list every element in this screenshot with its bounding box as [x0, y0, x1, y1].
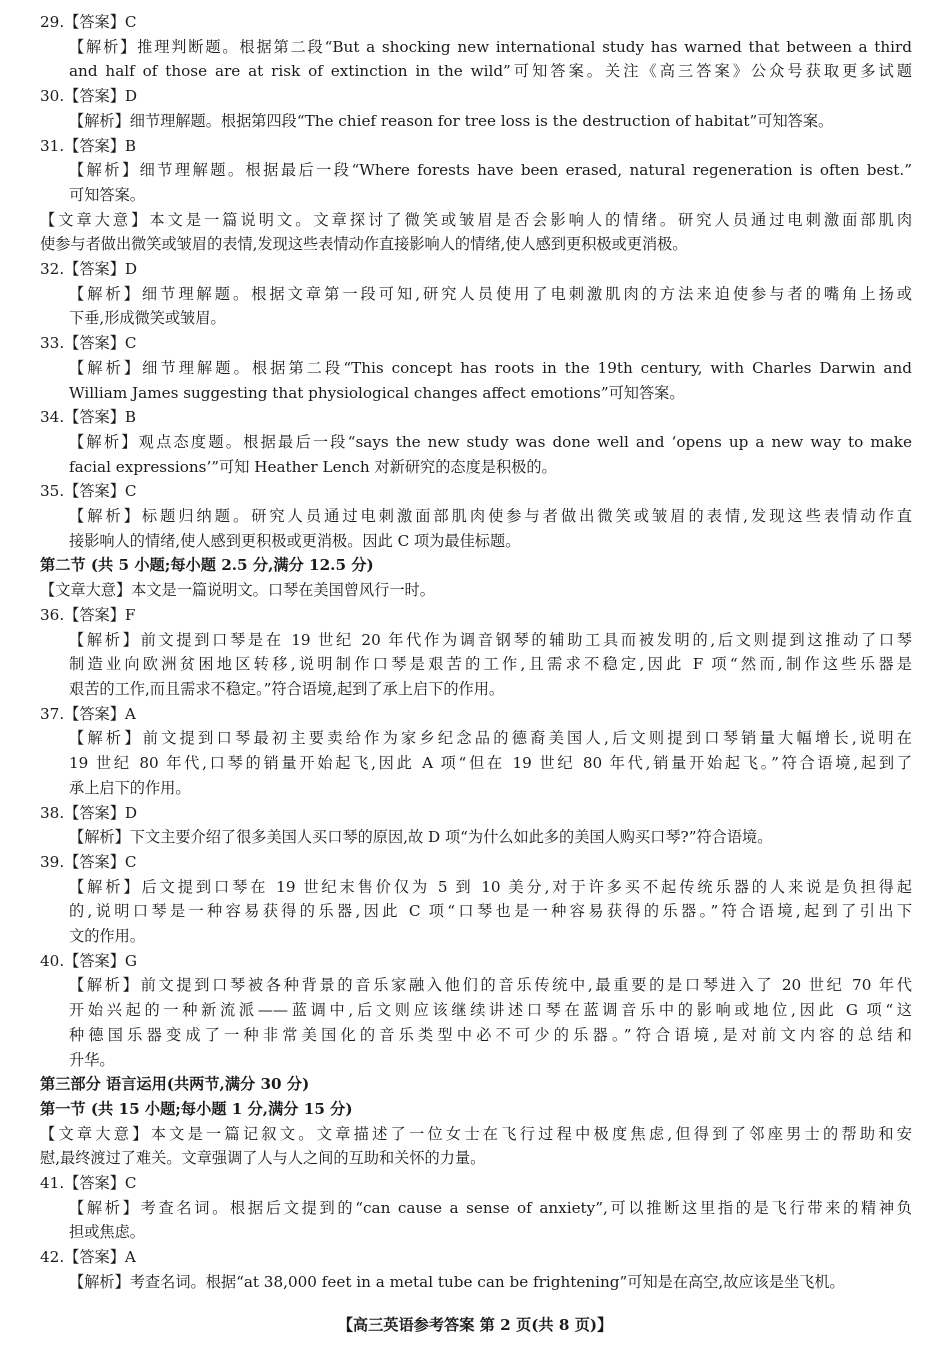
- text-line: 38.【答案】D: [40, 803, 138, 822]
- text-line: 【解析】细节理解题。根据第二段“This concept has roots in the 19th century, with Charles Darwin and: [69, 358, 912, 377]
- text-line: 升华。: [69, 1050, 115, 1069]
- text-line: 40.【答案】G: [40, 951, 138, 970]
- text-line: 担或焦虑。: [69, 1223, 145, 1242]
- text-line: and half of those are at risk of extinction in the wild”可知答案。关注《高三答案》公众号获取更多试题: [69, 62, 912, 81]
- text-line: 第三部分 语言运用(共两节,满分 30 分): [40, 1075, 310, 1094]
- text-line: 【解析】考查名词。根据“at 38,000 feet in a metal tube can be frightening”可知是在高空,故应该是坐飞机。: [69, 1272, 845, 1291]
- text-line: 【解析】后文提到口琴在 19 世纪末售价仅为 5 到 10 美分,对于许多买不起传统乐器的人来说是负担得起: [69, 877, 912, 896]
- text-line: 30.【答案】D: [40, 87, 138, 106]
- text-line: 【解析】考查名词。根据后文提到的“can cause a sense of anxiety”,可以推断这里指的是飞行带来的精神负: [69, 1198, 912, 1217]
- text-line: 的,说明口琴是一种容易获得的乐器,因此 C 项“口琴也是一种容易获得的乐器。”符合语境,起到了引出下: [69, 902, 912, 921]
- text-line: 【文章大意】本文是一篇记叙文。文章描述了一位女士在飞行过程中极度焦虑,但得到了邻座男士的帮助和安: [40, 1124, 912, 1143]
- text-line: 使参与者做出微笑或皱眉的表情,发现这些表情动作直接影响人的情绪,使人感到更积极或更消极。: [40, 235, 688, 254]
- text-line: 41.【答案】C: [40, 1174, 137, 1193]
- text-line: 32.【答案】D: [40, 260, 138, 279]
- text-line: 【解析】观点态度题。根据最后一段“says the new study was done well and ‘opens up a new way to make: [69, 432, 912, 451]
- text-line: 【解析】细节理解题。根据文章第一段可知,研究人员使用了电刺激肌肉的方法来迫使参与者的嘴角上扬或: [69, 284, 912, 303]
- answer-document: [40, 10, 912, 1295]
- text-line: 可知答案。: [69, 185, 145, 204]
- text-line: 【解析】前文提到口琴被各种背景的音乐家融入他们的音乐传统中,最重要的是口琴进入了 20 世纪 70 年代: [69, 976, 912, 995]
- text-line: 接影响人的情绪,使人感到更积极或更消极。因此 C 项为最佳标题。: [69, 531, 521, 550]
- page-footer: 【高三英语参考答案 第 2 页(共 8 页)】: [337, 1316, 613, 1334]
- text-line: 下垂,形成微笑或皱眉。: [69, 309, 226, 328]
- text-line: 【解析】细节理解题。根据第四段“The chief reason for tree loss is the destruction of habitat”可知答案。: [69, 111, 834, 130]
- text-line: 35.【答案】C: [40, 482, 137, 501]
- text-line: facial expressions’”可知 Heather Lench 对新研究的态度是积极的。: [69, 457, 557, 476]
- text-line: 【解析】推理判断题。根据第二段“But a shocking new international study has warned that between a third: [69, 37, 912, 56]
- text-line: 【解析】下文主要介绍了很多美国人买口琴的原因,故 D 项“为什么如此多的美国人购买口琴?”符合语境。: [69, 828, 773, 847]
- text-line: 【解析】前文提到口琴是在 19 世纪 20 年代作为调音钢琴的辅助工具而被发明的,后文则提到这推动了口琴: [69, 630, 912, 649]
- text-line: 34.【答案】B: [40, 408, 137, 427]
- text-line: 39.【答案】C: [40, 852, 137, 871]
- text-line: 36.【答案】F: [40, 605, 136, 624]
- text-line: 31.【答案】B: [40, 136, 137, 155]
- text-line: 艰苦的工作,而且需求不稳定。”符合语境,起到了承上启下的作用。: [69, 679, 505, 698]
- text-line: 【解析】细节理解题。根据最后一段“Where forests have been erased, natural regeneration is often best.”: [69, 161, 912, 180]
- text-line: 19 世纪 80 年代,口琴的销量开始起飞,因此 A 项“但在 19 世纪 80 年代,销量开始起飞。”符合语境,起到了: [69, 754, 912, 773]
- text-line: 42.【答案】A: [40, 1248, 136, 1267]
- text-line: 【解析】标题归纳题。研究人员通过电刺激面部肌肉使参与者做出微笑或皱眉的表情,发现这些表情动作直: [69, 507, 912, 526]
- text-line: 制造业向欧洲贫困地区转移,说明制作口琴是艰苦的工作,且需求不稳定,因此 F 项“然而,制作这些乐器是: [69, 655, 912, 674]
- text-line: 【文章大意】本文是一篇说明文。口琴在美国曾风行一时。: [40, 581, 435, 600]
- text-line: 慰,最终渡过了难关。文章强调了人与人之间的互助和关怀的力量。: [40, 1149, 486, 1168]
- text-line: 文的作用。: [69, 927, 145, 946]
- text-line: 开始兴起的一种新流派——蓝调中,后文则应该继续讲述口琴在蓝调音乐中的影响或地位,因此 G 项“这: [69, 1001, 912, 1020]
- text-line: 承上启下的作用。: [69, 778, 191, 797]
- text-line: 第一节 (共 15 小题;每小题 1 分,满分 15 分): [40, 1099, 353, 1118]
- text-line: 29.【答案】C: [40, 13, 137, 31]
- text-line: 【文章大意】本文是一篇说明文。文章探讨了微笑或皱眉是否会影响人的情绪。研究人员通过电刺激面部肌肉: [40, 210, 912, 229]
- text-line: 第二节 (共 5 小题;每小题 2.5 分,满分 12.5 分): [40, 556, 374, 575]
- text-line: 37.【答案】A: [40, 704, 136, 723]
- text-line: 种德国乐器变成了一种非常美国化的音乐类型中必不可少的乐器。”符合语境,是对前文内容的总结和: [69, 1025, 912, 1044]
- text-line: 33.【答案】C: [40, 334, 137, 353]
- text-line: William James suggesting that physiological changes affect emotions”可知答案。: [69, 383, 685, 402]
- text-line: 【解析】前文提到口琴最初主要卖给作为家乡纪念品的德裔美国人,后文则提到口琴销量大幅增长,说明在: [69, 729, 912, 748]
